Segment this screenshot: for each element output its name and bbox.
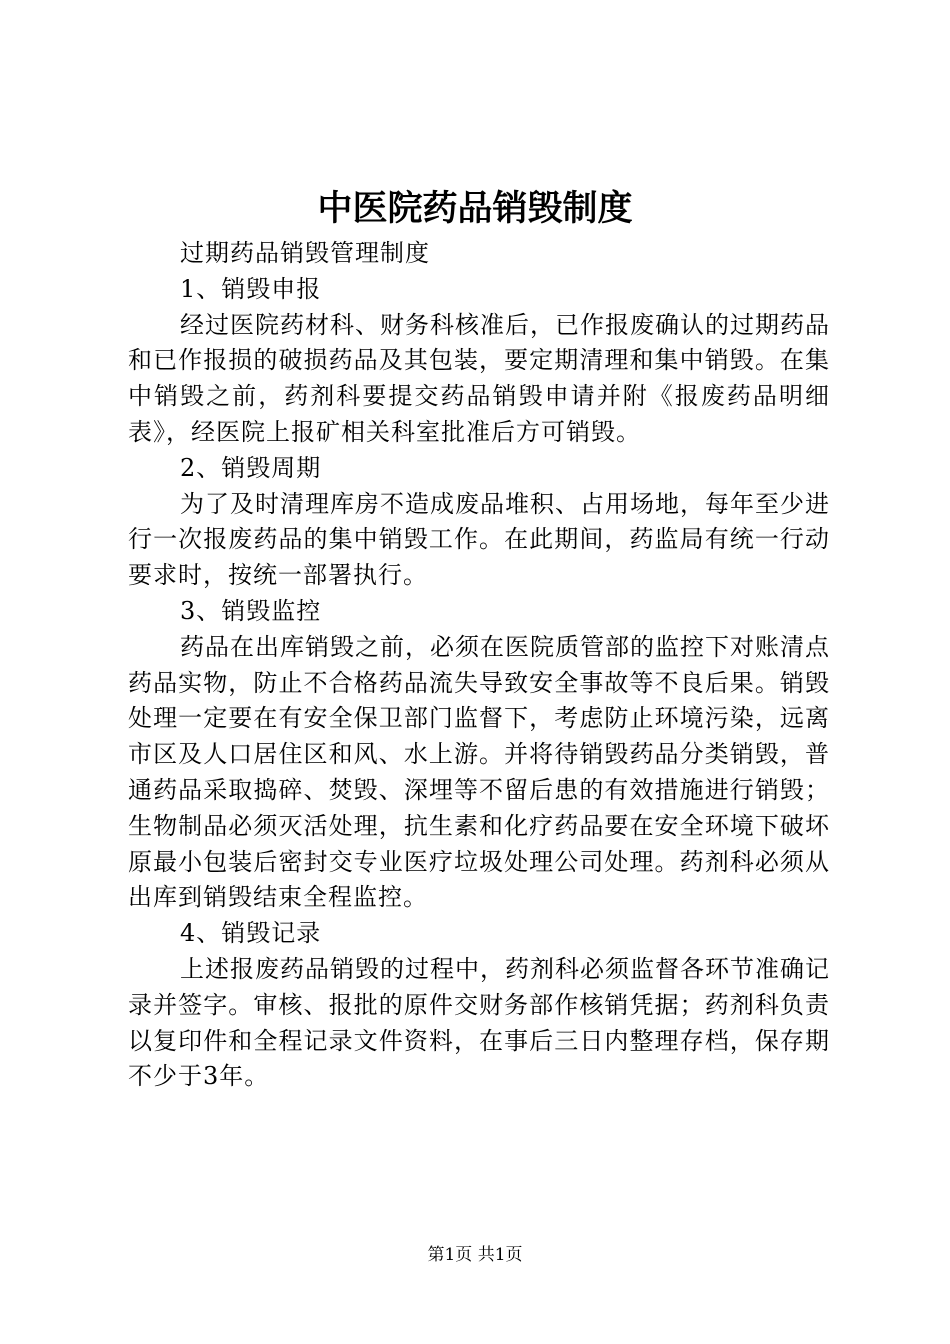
section-heading: 4、销毁记录 [180, 919, 322, 948]
body-paragraph: 为了及时清理库房不造成废品堆积、占用场地，每年至少进行一次报废药品的集中销毁工作。在此期间，药监局有统一行动要求时，按统一部署执行。 [128, 489, 830, 590]
document-body [128, 236, 830, 1095]
body-paragraph: 药品在出库销毁之前，必须在医院质管部的监控下对账清点药品实物，防止不合格药品流失导致安全事故等不良后果。销毁处理一定要在有安全保卫部门监督下，考虑防止环境污染，远离市区及人口居住区和风、水上游。并将待销毁药品分类销毁，普通药品采取捣碎、焚毁、深埋等不留后患的有效措施进行销毁；生物制品必须灭活处理，抗生素和化疗药品要在安全环境下破坏原最小包装后密封交专业医疗垃圾处理公司处理。药剂科必须从出库到销毁结束全程监控。 [128, 632, 830, 912]
body-paragraph: 经过医院药材科、财务科核准后，已作报废确认的过期药品和已作报损的破损药品及其包装，要定期清理和集中销毁。在集中销毁之前，药剂科要提交药品销毁申请并附《报废药品明细表》，经医院上报矿相关科室批准后方可销毁。 [128, 310, 830, 446]
page-footer: 第1页 共1页 [427, 1245, 523, 1265]
section-heading: 2、销毁周期 [180, 453, 322, 482]
body-paragraph: 上述报废药品销毁的过程中，药剂科必须监督各环节准确记录并签字。审核、报批的原件交财务部作核销凭据；药剂科负责以复印件和全程记录文件资料，在事后三日内整理存档，保存期不少于3年。 [128, 954, 830, 1091]
section-heading: 1、销毁申报 [180, 274, 322, 303]
section-heading: 3、销毁监控 [180, 596, 322, 625]
document-title: 中医院药品销毁制度 [317, 188, 633, 229]
section-heading: 过期药品销毁管理制度 [180, 239, 430, 267]
